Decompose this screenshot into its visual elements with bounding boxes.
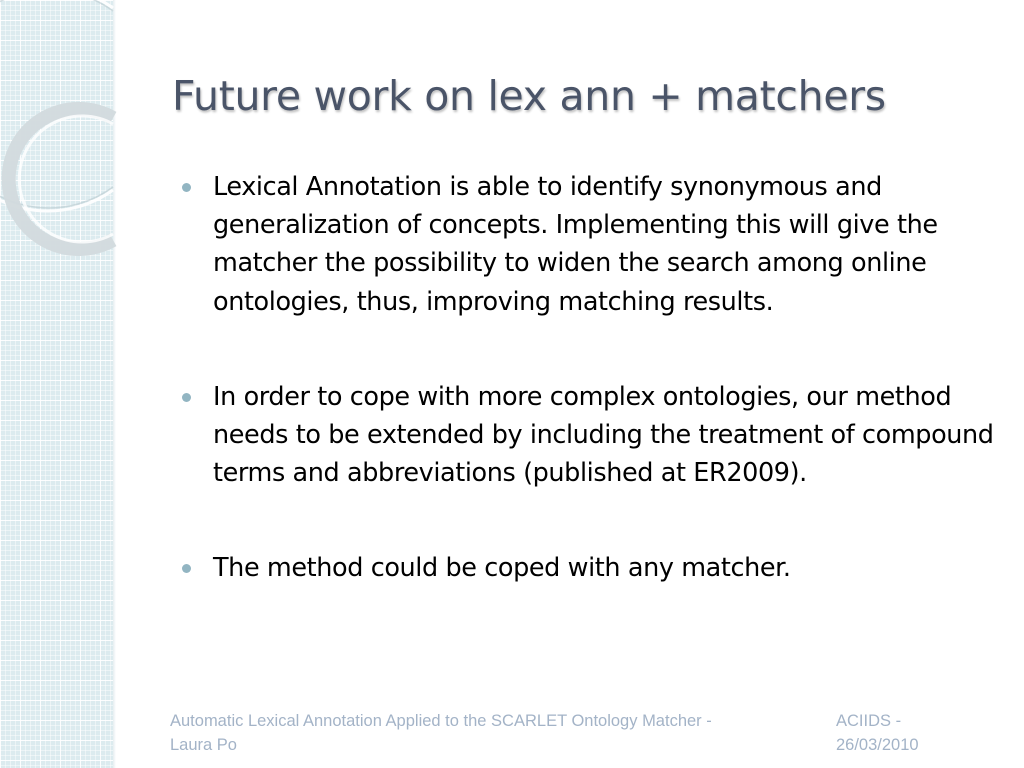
bullet-text: The method could be coped with any matcher. (213, 553, 791, 584)
footer-right-line-2: 26/03/2010 (836, 736, 919, 754)
bullet-text: Lexical Annotation is able to identify synonymous and generalization of concepts. Implementing this will give the matcher the possibility to widen the search among online ontologies, thus, improving matching results. (213, 172, 938, 317)
sidebar-edge-divider (113, 0, 116, 768)
bullet-item (182, 378, 994, 493)
bullet-item (182, 549, 994, 587)
footer-right-line-1: ACIIDS - (836, 712, 902, 730)
footer-left-line-1: Automatic Lexical Annotation Applied to the SCARLET Ontology Matcher - (170, 712, 712, 730)
bullet-dot-icon (182, 564, 191, 573)
bullet-text: In order to cope with more complex ontologies, our method needs to be extended by including the treatment of compound terms and abbreviations (published at ER2009). (213, 381, 994, 489)
footer-left-line-2: Laura Po (170, 736, 237, 754)
bullet-item (182, 168, 994, 321)
footer-date-info (836, 709, 946, 757)
bullet-dot-icon (182, 183, 191, 192)
grid-sidebar-decoration (0, 0, 114, 768)
slide-title: Future work on lex ann + matchers (172, 72, 886, 120)
bullet-dot-icon (182, 393, 191, 402)
bullet-list (182, 168, 994, 588)
footer-presentation-info (170, 709, 810, 757)
